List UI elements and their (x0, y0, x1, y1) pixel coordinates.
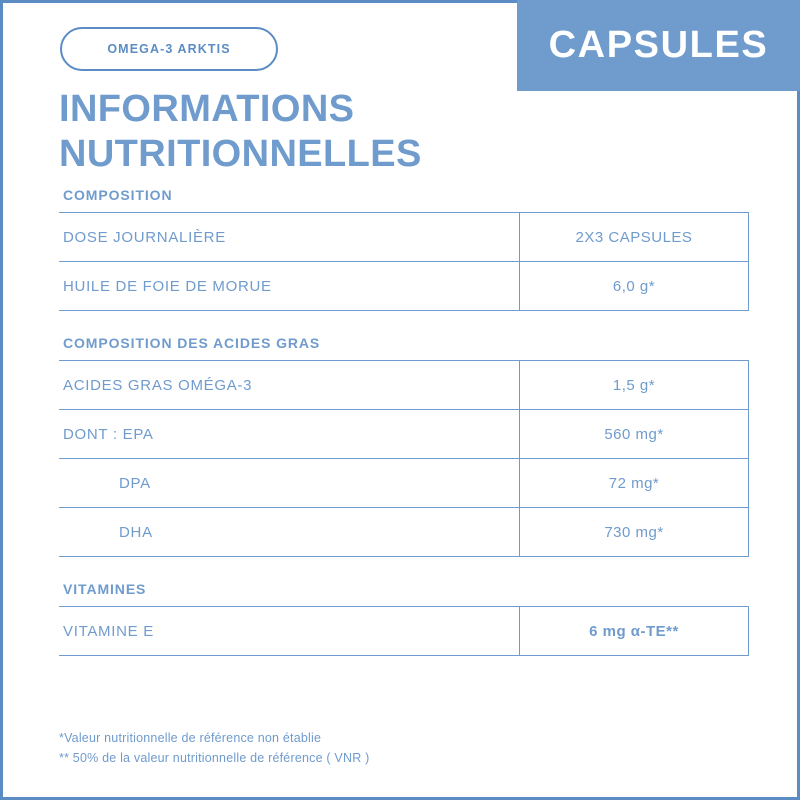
row-label: DOSE JOURNALIÈRE (63, 228, 226, 246)
row-label: DONT : EPA (63, 425, 154, 443)
product-badge-label: OMEGA-3 ARKTIS (107, 42, 231, 56)
section-heading-vitamins: VITAMINES (63, 581, 147, 597)
page-title (59, 87, 579, 177)
table-row (59, 459, 749, 508)
table-row (59, 410, 749, 459)
footnote-line-1: *Valeur nutritionnelle de référence non établie (59, 730, 322, 745)
row-value: 2X3 CAPSULES (519, 213, 749, 261)
row-value: 6 mg α-TE** (519, 607, 749, 655)
nutrition-table (59, 187, 749, 656)
row-label: ACIDES GRAS OMÉGA-3 (63, 376, 253, 394)
row-value: 72 mg* (519, 459, 749, 507)
row-label: HUILE DE FOIE DE MORUE (63, 277, 272, 295)
footnote-line-2: ** 50% de la valeur nutritionnelle de référence ( VNR ) (59, 751, 370, 766)
table-row (59, 508, 749, 557)
row-value: 6,0 g* (519, 262, 749, 310)
table-row (59, 361, 749, 410)
section-rows-fatty-acids (59, 360, 749, 557)
section-rows-composition (59, 212, 749, 311)
section-heading-fatty-acids: COMPOSITION DES ACIDES GRAS (63, 335, 321, 351)
row-value: 560 mg* (519, 410, 749, 458)
page-title-line-2: NUTRITIONNELLES (59, 133, 422, 176)
row-value: 1,5 g* (519, 361, 749, 409)
row-label: VITAMINE E (63, 622, 154, 640)
capsules-banner (517, 0, 800, 91)
row-value: 730 mg* (519, 508, 749, 556)
page-title-line-1: INFORMATIONS (59, 88, 355, 130)
product-badge (60, 27, 278, 71)
table-row (59, 607, 749, 656)
row-label: DHA (119, 523, 153, 541)
row-label: DPA (119, 474, 151, 492)
table-row (59, 262, 749, 311)
footnotes (59, 728, 369, 769)
capsules-banner-label: CAPSULES (548, 24, 769, 66)
section-rows-vitamins (59, 606, 749, 656)
section-heading-composition: COMPOSITION (63, 187, 173, 203)
table-row (59, 213, 749, 262)
